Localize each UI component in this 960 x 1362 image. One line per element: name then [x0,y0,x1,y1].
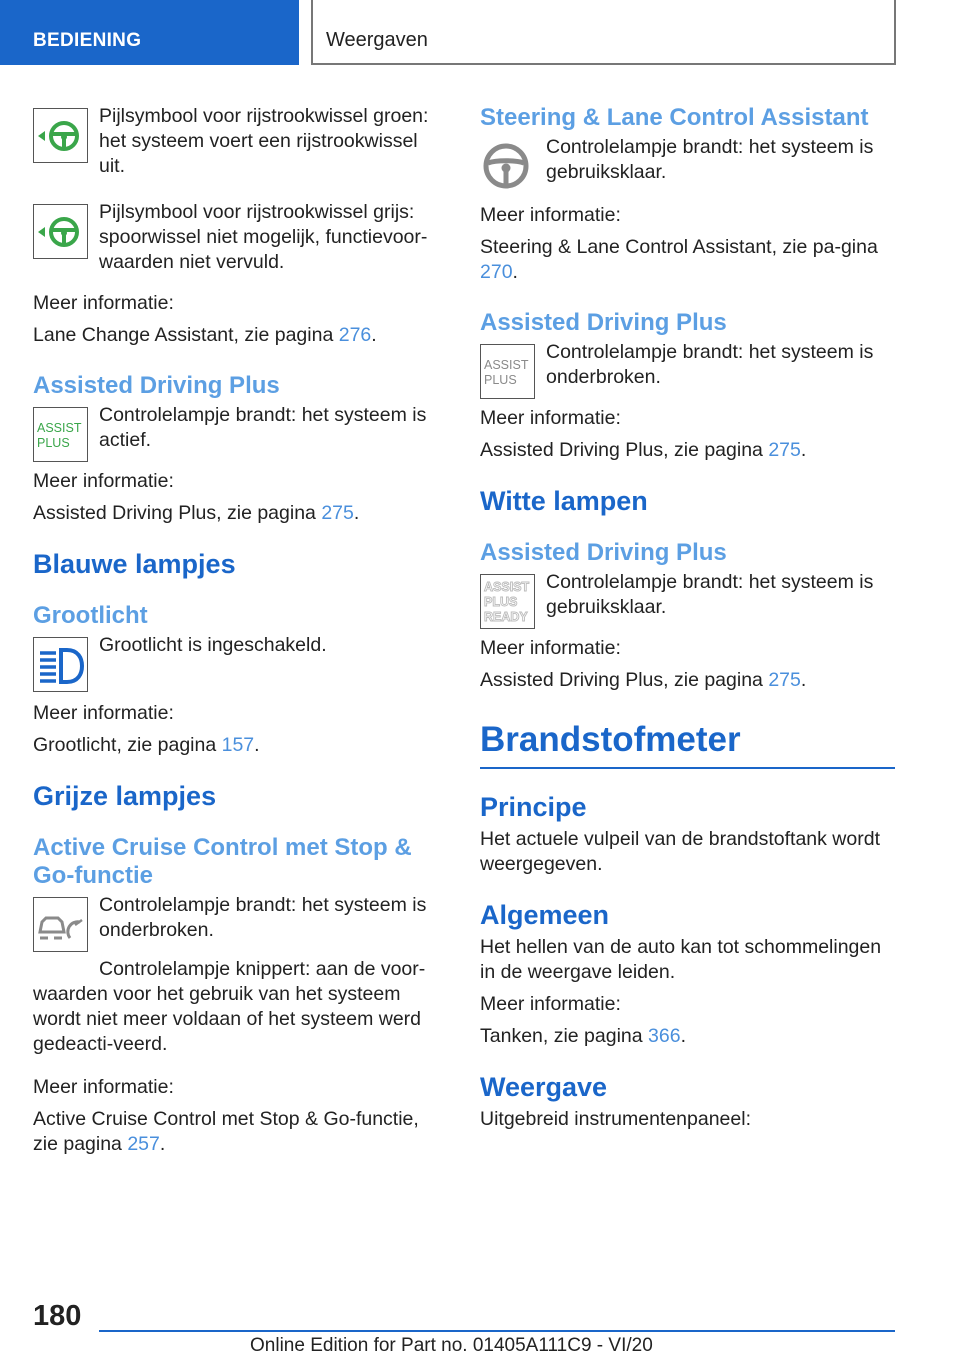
high-beam-entry [33,633,447,689]
left-column [33,104,447,1157]
assist-plus-green-icon [33,407,88,462]
more-info-label: Meer informatie: [480,204,621,226]
blue-lights-heading: Blauwe lampjes [33,549,236,579]
high-beam-reference: Grootlicht, zie pagina 157. [33,734,260,756]
slca-entry [480,135,895,191]
right-column [480,104,895,1132]
lane-grey-text: Pijlsymbool voor rijstrookwissel grijs: spoorwissel niet mogelijk, functievoor-waarden niet vervuld. [99,201,428,273]
steering-wheel-arrow-grey-icon [33,204,88,259]
svg-text:ASSIST: ASSIST [484,580,530,594]
cruise-control-grey-icon [33,897,88,952]
more-info-label: Meer informatie: [480,993,621,1015]
high-beam-heading: Grootlicht [33,602,148,629]
page-link[interactable]: 276 [338,324,372,346]
refuel-reference: Tanken, zie pagina 366. [480,1025,687,1047]
lane-change-grey-entry [33,200,447,275]
high-beam-icon [33,637,88,692]
page-link[interactable]: 275 [768,669,801,691]
svg-text:PLUS: PLUS [484,373,517,387]
general-heading: Algemeen [480,900,610,930]
chapter-tab [0,0,299,65]
page-link[interactable]: 275 [768,439,801,461]
display-heading: Weergave [480,1072,608,1102]
lane-green-text: Pijlsymbool voor rijstrookwissel groen: het systeem voert een rijstrookwissel uit. [99,105,429,177]
footer-rule [99,1330,895,1332]
adp-ready-entry [480,570,895,626]
more-info-label: Meer informatie: [33,470,174,492]
adp-ready-reference: Assisted Driving Plus, zie pagina 275. [480,669,807,691]
adp-right-text: Controlelampje brandt: het systeem is onderbroken. [546,341,874,388]
lca-reference: Lane Change Assistant, zie pagina 276. [33,324,377,346]
adp-heading: Assisted Driving Plus [33,372,280,399]
page-number: 180 [33,1300,82,1332]
more-info-label: Meer informatie: [33,702,174,724]
acc-heading: Active Cruise Control met Stop & Go-functie [33,834,412,889]
more-info-label: Meer informatie: [480,637,621,659]
general-text: Het hellen van de auto kan tot schommelingen in de weergave leiden. [480,936,882,983]
page-link[interactable]: 366 [648,1025,681,1047]
adp-entry [33,403,447,459]
steering-wheel-arrow-green-icon [33,108,88,163]
high-beam-text: Grootlicht is ingeschakeld. [99,634,327,656]
adp-text: Controlelampje brandt: het systeem is actief. [99,404,427,451]
more-info-label: Meer informatie: [33,292,174,314]
adp-right-reference: Assisted Driving Plus, zie pagina 275. [480,439,807,461]
acc-text-1: Controlelampje brandt: het systeem is onderbroken. [99,894,427,941]
svg-text:ASSIST: ASSIST [484,358,529,372]
steering-wheel-grey-icon [480,139,535,194]
slca-reference: Steering & Lane Control Assistant, zie pa-gina 270. [480,236,878,283]
page-link[interactable]: 157 [221,734,255,756]
page-link[interactable]: 257 [127,1133,160,1155]
chapter-label: BEDIENING [33,30,142,51]
fuel-gauge-heading: Brandstofmeter [480,720,741,759]
more-info-label: Meer informatie: [480,407,621,429]
adp-ready-text: Controlelampje brandt: het systeem is gebruiksklaar. [546,571,874,618]
section-tab [311,0,896,65]
svg-text:ASSIST: ASSIST [37,421,82,435]
assist-plus-grey-icon [480,344,535,399]
page-link[interactable]: 275 [321,502,354,524]
adp-ready-heading: Assisted Driving Plus [480,539,727,566]
edition-text: Online Edition for Part no. 01405A111C9 - VI/20 [250,1335,653,1356]
heading-rule [480,767,895,769]
display-text: Uitgebreid instrumentenpaneel: [480,1108,752,1130]
adp-right-entry [480,340,895,396]
acc-entry [33,893,447,949]
acc-text-2: Controlelampje knippert: aan de voor-waarden voor het gebruik van het systeem wordt niet meer voldaan of het systeem werd gedeacti-veerd. [33,958,426,1055]
slca-heading: Steering & Lane Control Assistant [480,104,869,131]
svg-text:PLUS: PLUS [484,595,518,609]
page-link[interactable]: 270 [480,261,513,283]
more-info-label: Meer informatie: [33,1076,174,1098]
lane-change-green-entry [33,104,447,179]
slca-text: Controlelampje brandt: het systeem is gebruiksklaar. [546,136,874,183]
white-lights-heading: Witte lampen [480,486,648,516]
svg-text:READY: READY [484,610,528,624]
grey-lights-heading: Grijze lampjes [33,781,217,811]
adp-reference: Assisted Driving Plus, zie pagina 275. [33,502,360,524]
section-label: Weergaven [326,29,428,51]
principle-text: Het actuele vulpeil van de brandstoftank wordt weergegeven. [480,828,880,875]
assist-plus-ready-white-icon [480,574,535,629]
svg-text:PLUS: PLUS [37,436,70,450]
principle-heading: Principe [480,792,587,822]
acc-reference: Active Cruise Control met Stop & Go-functie, zie pagina 257. [33,1108,419,1155]
adp-heading-right: Assisted Driving Plus [480,309,727,336]
